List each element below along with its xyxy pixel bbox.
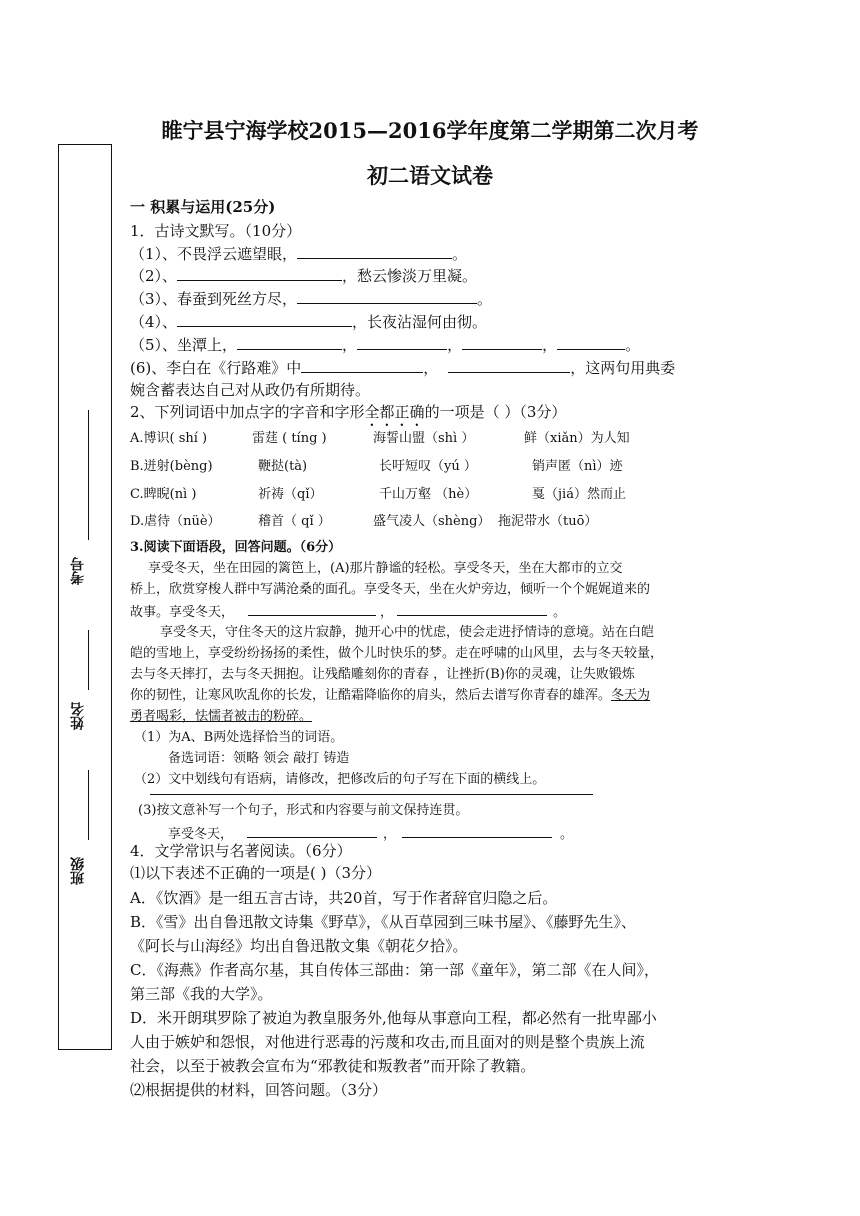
q2-d-2: 稽首（ qǐ ） [258,514,331,529]
q3-para-line: 享受冬天，守住冬天的这片寂静，抛开心中的忧虑，使会走进抒情诗的意境。站在白皑 [160,625,655,640]
q1-3-blank[interactable] [297,288,477,304]
q2-c-1: C.睥睨(nì ) [130,487,197,502]
q2-c-4: 戛（jiá）然而止 [532,487,626,502]
q2-a-4: 鲜（xiǎn）为人知 [524,431,630,446]
period: 。 [560,827,574,842]
q3-para-line-blanks [130,600,566,624]
q1-item-6 [130,357,675,379]
q1-3-text: （3）、春蚕到死丝方尽， [130,290,298,308]
q3-p7-text: 你的韧性，让寒风吹乱你的长发，让酷霜降临你的肩头，然后去谱写你青春的雄浑。 [130,688,612,703]
q2-b-4: 销声匿（nì）迹 [532,459,623,474]
q2-d-1: D.虐待（nüè） [130,514,221,529]
comma: ， [542,336,558,354]
q1-4-prefix: （4）、 [130,313,178,331]
q4-option-b: B．《雪》出自鲁迅散文诗集《野草》，《从百草园到三味书屋》、《藤野先生》、 [130,913,637,931]
q2-a-2: 雷莛 ( tíng ) [252,431,327,446]
q1-item-4 [130,311,487,333]
q1-1-blank[interactable] [297,243,452,259]
q3-para-line: 桥上，欣赏穿梭人群中写满沧桑的面孔。享受冬天，坐在火炉旁边，倾听一个个娓娓道来的 [130,582,651,597]
exam-subtitle: 初二语文试卷 [367,163,493,188]
exam-title: 睢宁县宁海学校2015—2016学年度第二学期第二次月考 [161,118,699,143]
q1-5-text: （5）、坐潭上， [130,336,238,354]
q3-title: 3.阅读下面语段，回答问题。（6分） [130,540,342,555]
period: 。 [625,336,641,354]
comma: ， [447,336,463,354]
q3-sub-3: (3)按文意补写一个句子，形式和内容要与前文保持连贯。 [138,803,469,818]
comma: ， [423,359,439,377]
q4-sub-1: ⑴以下表述不正确的一项是( )（3分） [130,864,382,882]
q3-blank-a[interactable] [248,600,376,616]
exam-no-label: 考号 [70,557,86,585]
comma: ， [383,827,397,842]
q2-b-3: 长吁短叹（yú ） [379,459,477,474]
q4-option-a: A．《饮酒》是一组五言古诗，共20首，写于作者辞官归隐之后。 [130,889,558,907]
name-write-line [88,630,89,690]
exam-no-write-line [88,410,89,540]
q2-c-2: 祈祷（qǐ） [258,487,323,502]
q1-1-end: 。 [452,245,468,263]
class-write-line [88,770,89,840]
q1-4-text: ，长夜沾湿何由彻。 [352,313,488,331]
q2-d-3: 盛气凌人（shèng） [373,514,491,529]
q3-p3-text: 故事。享受冬天， [130,605,235,620]
q1-item-6-cont: 婉含蓄表达自己对从政仍有所期待。 [130,381,371,399]
q1-4-blank[interactable] [177,311,352,327]
q3-sub-2: （2）文中划线句有语病，请修改，把修改后的句子写在下面的横线上。 [134,772,546,787]
q4-option-d: D．米开朗琪罗除了被迫为教皇服务外,他每从事意向工程，都必然有一批卑鄙小 [130,1009,657,1027]
section-heading: 一 积累与运用(25分) [130,198,276,216]
class-label: 班级 [70,857,86,885]
q2-a-3: 海誓山盟（shì ） [373,431,475,446]
q1-2-prefix: （2）、 [130,267,178,285]
q4-title: 4．文学常识与名著阅读。（6分） [130,842,352,860]
q3-para-line: 去与冬天摔打，去与冬天拥抱。让残酷雕刻你的青春 ，让挫折(B)你的灵魂，让失败锻炼 [130,667,635,682]
q4-option-d-cont2: 社会，以至于被教会宣布为“邪教徒和叛教者”而开除了教籍。 [130,1057,536,1075]
q1-1-text: （1）、不畏浮云遮望眼， [130,245,298,263]
q2-title [130,401,566,430]
q2-d-4: 拖泥带水（tuō） [498,514,598,529]
q3-para-line [130,685,650,707]
q1-5-blank-c[interactable] [462,334,542,350]
q3-s3-blank-b[interactable] [402,822,552,838]
q4-option-b-cont: 《阿长与山海经》均出自鲁迅散文集《朝花夕拾》。 [130,937,468,955]
q4-option-d-cont: 人由于嫉妒和怨恨，对他进行恶毒的污蔑和攻击,而且面对的则是整个贵族上流 [130,1033,645,1051]
q1-6-tail: ，这两句用典委 [570,359,676,377]
q3-underlined-sentence: 冬天为 [611,688,651,703]
q3-answer-line[interactable] [150,794,593,795]
q2-title-dot: 全都正确 [364,403,425,421]
q3-para-line: 享受冬天，坐在田园的篱笆上，(A)那片静谧的轻松。享受冬天，坐在大都市的立交 [148,561,623,576]
q1-6-blank-a[interactable] [301,357,423,373]
q1-5-blank-a[interactable] [237,334,342,350]
q3-blank-b[interactable] [397,600,547,616]
q1-5-blank-d[interactable] [557,334,625,350]
q3-word-options: 备选词语：领略 领会 敲打 铸造 [168,751,350,766]
q4-option-c: C．《海燕》作者高尔基，其自传体三部曲：第一部《童年》，第二部《在人间》， [130,961,659,979]
q3-s3-text: 享受冬天， [168,827,234,842]
q1-item-1 [130,243,467,265]
q2-title-b: 的一项是（ ）（3分） [424,403,567,421]
q3-para-line: 皑的雪地上，享受纷纷扬扬的柔性，做个儿时快乐的梦。走在呼啸的山风里，去与冬天较量， [130,646,664,661]
q2-b-1: B.迸射(bèng) [130,459,213,474]
q1-item-3 [130,288,492,310]
comma: ， [342,336,358,354]
q3-s3-blank-a[interactable] [247,822,377,838]
period: 。 [553,605,567,620]
comma: ， [380,605,394,620]
q1-item-2 [130,265,477,287]
q1-5-blank-b[interactable] [357,334,447,350]
q4-sub-2: ⑵根据提供的材料，回答问题。（3分） [130,1081,388,1099]
q3-sub-1: （1）为A、B两处选择恰当的词语。 [134,730,344,745]
name-label: 姓名 [70,702,86,730]
q2-c-3: 千山万壑 （hè） [379,487,478,502]
q2-a-1: A.博识( shí ) [130,431,208,446]
q4-option-c-cont: 第三部《我的大学》。 [130,985,273,1003]
q3-underlined-sentence-cont: 勇者喝彩，怯懦者被击的粉碎。 [130,709,313,724]
q1-item-5 [130,334,640,356]
q1-title: 1．古诗文默写。（10分） [130,222,302,240]
q1-6-blank-b[interactable] [448,357,570,373]
q1-2-blank[interactable] [177,265,342,281]
q1-6-text: (6)、李白在《行路难》中 [130,359,302,377]
q2-title-a: 2、下列词语中加点字的字音和字形 [130,403,365,421]
q1-3-end: 。 [477,290,493,308]
binding-strip [58,144,112,1050]
q1-2-text: ，愁云惨淡万里凝。 [342,267,478,285]
q2-b-2: 鞭挞(tà) [258,459,308,474]
